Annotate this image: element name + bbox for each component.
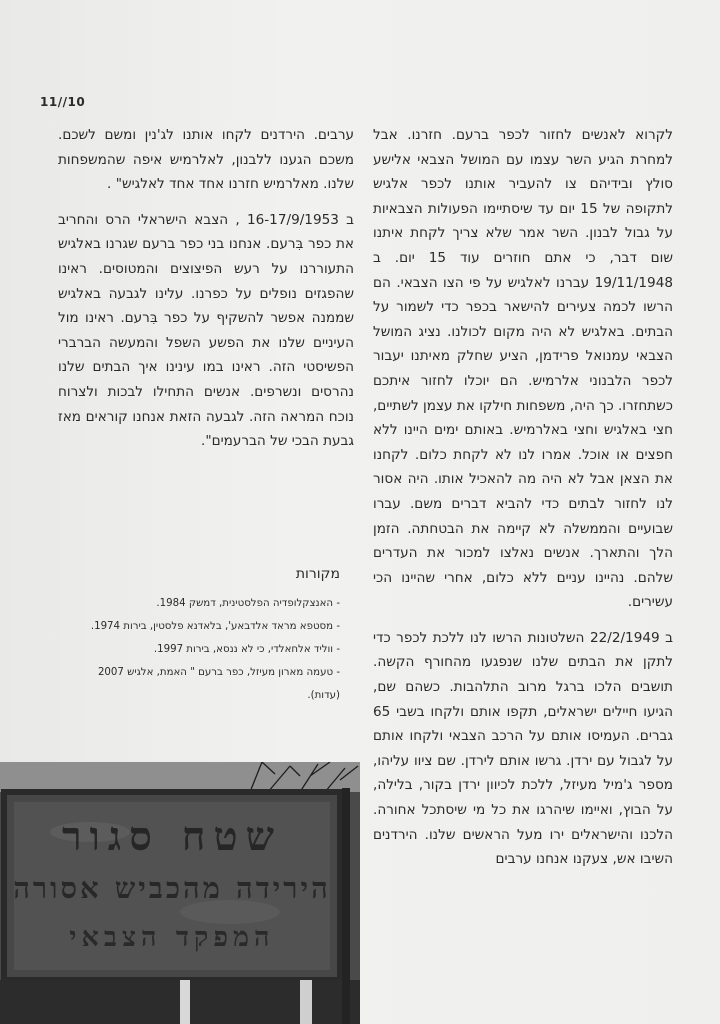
sources-heading: מקורות (295, 566, 340, 582)
right-text-column (373, 123, 673, 872)
page-number: 11//10 (40, 95, 86, 109)
sign-line-3: המפקד הצבאי (69, 922, 275, 953)
source-item: - ווליד אלחאלדי, כי לא ננסא, בירות 1997. (153, 644, 340, 655)
right-column-paragraph-2: ב 22/2/1949 השלטונות הרשו לנו ללכת לכפר כדי לתקן את הבתים שלנו שנפגעו מהחורף הקשה. תושבים הלכו ברגל מרוב התלהבות. כשהם שם, הגיעו חיילים ישראלים, תקפו אותם ולקחו בשבי 65 גברים. העמיסו אותם על הרכב הצבאי ולקחו אותם על לגבול עם ירדן. גרשו אותם לירדן. שם ציוו עליהו, מספר ג'מיל מעיזל, ללכת לכיוון ירדן בקור, בלילה, על הבוץ, ואיימו שיהרגו את כל מי שיסתכל אחורה. הלכנו והישראלים ירו מעל הראשים שלנו. הירדנים השיבו אש, צעקנו אנחנו ערבים (373, 629, 674, 868)
sources-list (80, 592, 340, 707)
sign-line-1: שטח סגור (62, 813, 282, 860)
source-item: - האנצקלופדיה הפלסטינית, דמשק 1984. (156, 598, 340, 609)
right-column-paragraph-1: לקרוא לאנשים לחזור לכפר ברעם. חזרנו. אבל למחרת הגיע השר עצמו עם המושל הצבאי אלישע סולץ ובידיהם צו להעביר אותנו לכפר אלגיש לתקופה של 15 יום עד שיסתיימו הפעולות הצבאיות על גבול לבנון. השר אמר שלא צריך לקחת איתנו שום דבר, כי אתם חוזרים עוד 15 יום. ב 19/11/1948 עברנו לאלגיש על פי הצו הצבאי. הם הרשו לכמה צעירים להישאר בכפר כדי לשמור על הבתים. באלגיש לא היה מקום לכולנו. נציג המושל הצבאי עמנואל פרידמן, הציע שחלק מאיתנו יעבור לכפר הלבנוני אלרמיש. הם יוכלו לחזור איתכם כשתחזרו. כך היה, משפחות חילקו את עצמן לשתיים, חצי באלגיש וחצי באלרמיש. באותם ימים היינו ללא חפצים או אוכל. אמרו לנו לא לקחת כלום. לקחנו את הצאן אבל לא היה מה להאכיל אותו. היה אסור לנו לחזור לבתים כדי להביא דברים משם. עברו שבועיים והממשלה לא קיימה את הבטחתה. הזמן הלך והתארך. אנשים נאלצו למכור את העדרים שלהם. נהיינו עניים ללא כלום, אחרי שהיינו הכי עשירים. (372, 127, 674, 611)
left-text-column (58, 123, 354, 454)
sign-photo (0, 762, 360, 1024)
left-column-paragraph-1: ערבים. הירדנים לקחו אותנו לג'נין ומשם לשכם. משכם הגענו ללבנון, לאלרמיש איפה שהמשפחות שלנו. מאלרמיש חזרנו אחד אחד לאלגיש" . (58, 127, 354, 193)
source-item: - מסטפא מראד אלדבאע', בלאדנא פלסטין, בירות 1974. (90, 621, 340, 632)
source-item: - טעמה מארון מעיזל, כפר ברעם " האמת, אלגיש 2007 (עדות). (97, 667, 340, 701)
sign-line-2: הירידה מהכביש אסורה (13, 871, 331, 905)
sign-photo-image (0, 762, 360, 1024)
left-column-paragraph-2: ב 16-17/9/1953 , הצבא הישראלי הרס והחריב את כפר בִּרעם. אנחנו בני כפר ברעם שגרנו באלגיש התעוררנו על רעש הפיצוצים והמטוסים. ראינו שהפגזים נופלים על כפרנו. עלינו לגבעה באלגיש שממנה אפשר להשקיף על כפר בִּרעם. ראינו מול העיניים שלנו את הפשע השפל והמעשה הברברי הפשיסטי הזה. ראינו במו עינינו איך הבתים שלנו נהרסים ונשרפים. אנשים התחילו לבכות ולצרוח נוכח המראה הזה. לגבעה הזאת אנחנו קוראים מאז גבעת הבכי של הברעמים". (58, 211, 355, 450)
